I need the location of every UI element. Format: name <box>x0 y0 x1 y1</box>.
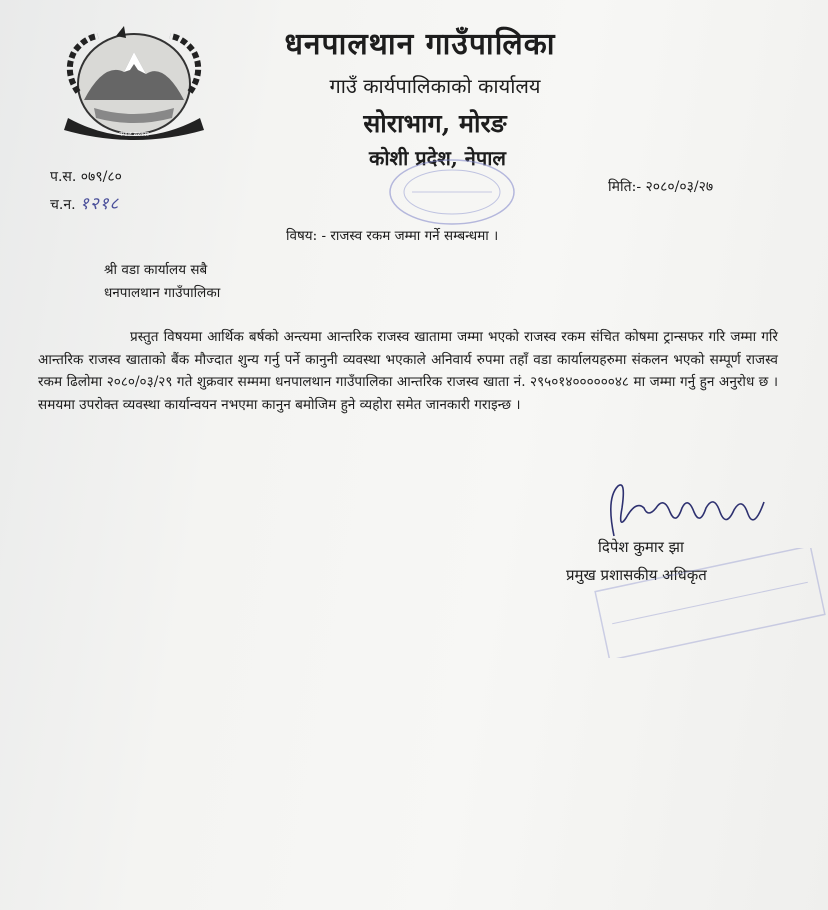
cn-value: १२१८ <box>80 194 120 214</box>
date-label: मिति:- <box>608 179 642 195</box>
cn-label: च.न. <box>50 197 76 213</box>
reference-ps <box>50 167 122 186</box>
signatory-name: दिपेश कुमार झा <box>598 538 684 556</box>
addressee-line-1: श्री वडा कार्यालय सबै <box>104 262 208 278</box>
signatory-designation: प्रमुख प्रशासकीय अधिकृत <box>566 566 707 584</box>
emblem-motto: नेपाल सरकार <box>119 131 149 138</box>
addressee-line-2: धनपालथान गाउँपालिका <box>104 285 221 301</box>
date-value: २०८०/०३/२७ <box>645 179 714 195</box>
ps-label: प.स. <box>50 169 77 185</box>
office-location: सोराभाग, मोरङ <box>363 109 507 138</box>
letter-date <box>608 177 713 196</box>
ps-value: ०७९/८० <box>80 169 122 185</box>
nepal-emblem-icon <box>54 22 214 144</box>
office-subtitle: गाउँ कार्यपालिकाको कार्यालय <box>329 74 541 98</box>
province-line: कोशी प्रदेश, नेपाल <box>368 146 506 170</box>
subject-line: विषय: - राजस्व रकम जम्मा गर्ने सम्बन्धमा । <box>286 228 499 244</box>
office-stamp <box>372 152 532 232</box>
name-stamp <box>590 548 828 658</box>
municipality-title: धनपालथान गाउँपालिका <box>284 27 556 62</box>
reference-cn <box>50 191 119 214</box>
letter-body: प्रस्तुत विषयमा आर्थिक बर्षको अन्त्यमा आन्तरिक राजस्व खातामा जम्मा भएको राजस्व रकम संचित कोषमा ट्रान्सफर गरि जम्मा गरि आन्तरिक राजस्व खाताको बैंक मौज्दात शुन्य गर्नु पर्ने कानुनी व्यवस्था भएकाले अनिवार्य रुपमा तहाँ वडा कार्यालयहरुमा संकलन भएको सम्पूर्ण राजस्व रकम ढिलोमा २०८०/०३/२९ गते शुक्रवार सम्ममा धनपालथान गाउँपालिका आन्तरिक राजस्व खाता नं. २९५०१४००००००४८ मा जम्मा गर्नु हुन अनुरोध छ । समयमा उपरोक्त व्यवस्था कार्यान्वयन नभएमा कानुन बमोजिम हुने व्यहोरा समेत जानकारी गराइन्छ । <box>38 329 778 413</box>
